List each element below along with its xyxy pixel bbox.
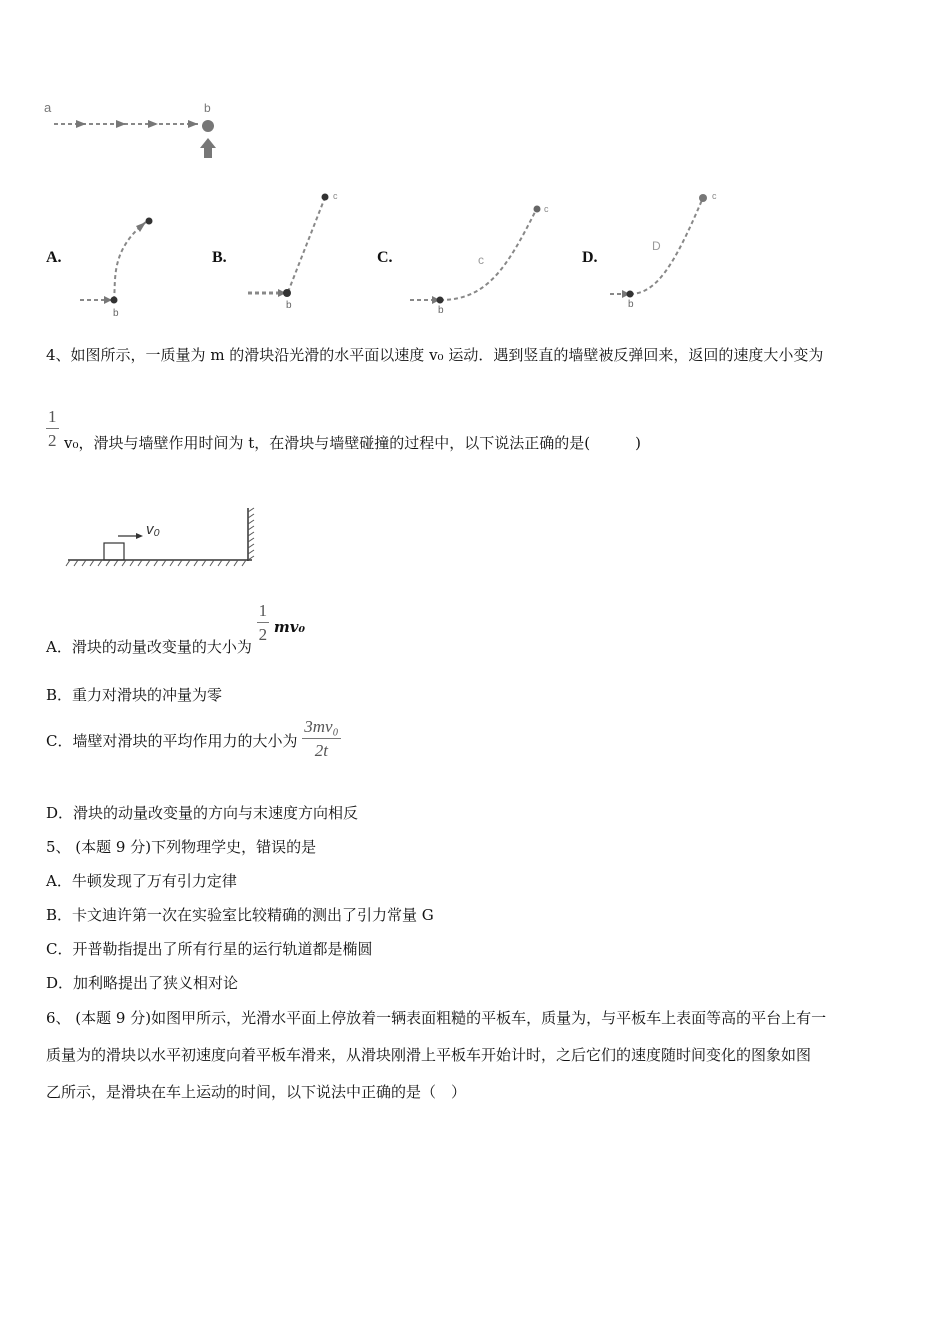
q4-half-fraction [46,406,59,453]
q4-option-c-denominator: 2t [314,741,328,760]
q4-stem-line1: 4、如图所示，一质量为 m 的滑块沿光滑的水平面以速度 v₀ 运动．遇到竖直的墙壁被反弹回来，返回的速度大小变为 [46,346,824,364]
q4-option-b: B．重力对滑块的冲量为零 [46,686,223,704]
path-option-c-letter: C. [377,249,393,266]
path-option-b-end-label: b [286,300,292,311]
q4-option-c-fraction [302,716,340,763]
q6-stem-line3: 乙所示，是滑块在车上运动的时间，以下说法中正确的是（ ） [46,1083,467,1101]
path-option-b-figure [244,186,354,312]
svg-text:c: c [712,191,717,201]
q4-velocity-label: v₀ [146,521,160,538]
q5-option-d: D．加利略提出了狭义相对论 [46,974,239,992]
path-option-d-end-label: b [628,299,634,310]
top-trajectory-figure [40,96,230,166]
path-option-a-letter: A. [46,249,62,266]
path-option-a-figure [76,210,166,320]
label-b: b [204,101,211,115]
q4-option-a-numerator: 1 [257,600,270,623]
path-option-b-letter: B. [212,249,227,266]
q5-option-c: C．开普勒指提出了所有行星的运行轨道都是椭圆 [46,940,373,958]
q4-wall-figure [62,504,262,574]
svg-text:c: c [544,204,549,214]
path-option-d-figure [606,186,736,312]
q4-option-a [46,600,306,656]
q4-option-a-suffix: mv₀ [273,617,306,636]
q4-option-d: D．滑块的动量改变量的方向与末速度方向相反 [46,804,359,822]
q4-frac-denominator: 2 [48,431,57,450]
path-option-d-curve-label: D [652,239,661,253]
q4-stem-line2: v₀，滑块与墙壁作用时间为 t，在滑块与墙壁碰撞的过程中，以下说法正确的是( ) [64,434,641,452]
q4-option-a-fraction [257,600,270,647]
q4-option-a-text: A．滑块的动量改变量的大小为 [46,637,252,656]
svg-text:c: c [333,191,338,201]
label-a: a [44,100,52,115]
path-option-c-end-label: b [438,305,444,316]
q4-option-c-numerator: 3mv₀ [302,716,340,739]
q6-stem-line2: 质量为的滑块以水平初速度向着平板车滑来，从滑块刚滑上平板车开始计时，之后它们的速度随时间变化的图象如图 [46,1046,812,1064]
path-option-c-curve-label: c [478,253,484,267]
q6-stem-line1: 6、 (本题 9 分)如图甲所示，光滑水平面上停放着一辆表面粗糙的平板车，质量为，与平板车上表面等高的平台上有一 [46,1009,827,1027]
path-option-a-end-label: b [113,308,119,319]
q4-option-a-denominator: 2 [258,625,268,644]
q5-option-a: A．牛顿发现了万有引力定律 [46,872,237,890]
q4-option-c [46,716,341,763]
q5-stem: 5、 (本题 9 分)下列物理学史，错误的是 [46,838,317,856]
path-option-c-figure [406,200,566,316]
q4-option-c-text: C．墙壁对滑块的平均作用力的大小为 [46,731,298,750]
q5-option-b: B．卡文迪许第一次在实验室比较精确的测出了引力常量 G [46,906,434,924]
path-option-d-letter: D. [582,249,598,266]
q4-frac-numerator: 1 [46,406,59,429]
